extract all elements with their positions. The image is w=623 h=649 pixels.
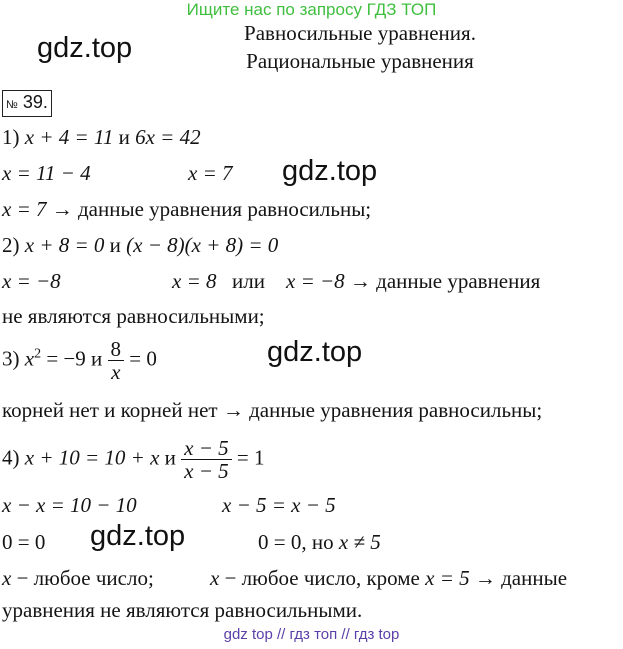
equation: 0 = 0, bbox=[258, 530, 307, 554]
variable: x bbox=[2, 566, 12, 590]
footer-links[interactable]: gdz top // гдз топ // гдз top bbox=[223, 626, 400, 643]
conjunction: и bbox=[85, 346, 108, 371]
number-sign: № bbox=[6, 99, 18, 111]
conclusion-text: → данные уравнения равносильны; bbox=[46, 197, 372, 221]
fraction-denominator: x − 5 bbox=[184, 459, 229, 483]
solution-line-7 bbox=[2, 338, 157, 383]
variable: x bbox=[24, 346, 35, 371]
solution-line-3 bbox=[2, 197, 371, 221]
header-line-2: Рациональные уравнения bbox=[246, 49, 474, 73]
solution-line-10a: x − x = 10 − 10 bbox=[2, 493, 137, 517]
exponent: 2 bbox=[34, 346, 42, 362]
watermark-logo: gdz.top bbox=[37, 32, 133, 64]
fraction bbox=[108, 338, 125, 383]
solution-line-9 bbox=[2, 437, 265, 482]
equation-rhs: = 1 bbox=[231, 445, 265, 470]
fraction-numerator: x − 5 bbox=[181, 437, 232, 460]
solution-line-10b: x − 5 = x − 5 bbox=[222, 493, 336, 517]
equation: x = −8 bbox=[286, 269, 345, 293]
equation: 6x = 42 bbox=[135, 125, 201, 149]
statement-text: − любое число, кроме bbox=[219, 566, 426, 590]
solution-line-5d bbox=[286, 269, 540, 293]
watermark-logo: gdz.top bbox=[90, 520, 186, 552]
equation: x + 4 = 11 bbox=[24, 125, 114, 149]
solution-line-11b bbox=[258, 530, 381, 554]
solution-line-1 bbox=[2, 125, 201, 149]
header-line-1: Равносильные уравнения. bbox=[244, 21, 476, 45]
equation: x + 10 = 10 + x bbox=[24, 445, 160, 470]
item-label: 3) bbox=[2, 346, 25, 371]
item-label: 4) bbox=[2, 445, 25, 470]
item-label: 2) bbox=[2, 233, 25, 257]
solution-line-4 bbox=[2, 233, 278, 257]
solution-line-8: корней нет и корней нет → данные уравнения равносильны; bbox=[2, 398, 543, 422]
item-label: 1) bbox=[2, 125, 25, 149]
conclusion-text: → данные уравнения bbox=[344, 269, 541, 293]
equation: x + 8 = 0 bbox=[24, 233, 105, 257]
watermark-logo: gdz.top bbox=[282, 155, 378, 187]
equation-rhs: = −9 bbox=[41, 346, 86, 371]
equation: x = 7 bbox=[2, 197, 47, 221]
equation: (x − 8)(x + 8) = 0 bbox=[126, 233, 279, 257]
solution-line-2a: x = 11 − 4 bbox=[2, 161, 91, 185]
conjunction: но bbox=[306, 530, 339, 554]
fraction bbox=[181, 437, 232, 482]
solution-line-5a: x = −8 bbox=[2, 269, 61, 293]
solution-line-11a: 0 = 0 bbox=[2, 530, 46, 554]
fraction-numerator: 8 bbox=[108, 338, 125, 361]
solution-line-5c: или bbox=[232, 269, 265, 293]
conjunction: и bbox=[104, 233, 127, 257]
solution-line-2b: x = 7 bbox=[188, 161, 233, 185]
statement-text: − любое число; bbox=[11, 566, 154, 590]
variable: x bbox=[210, 566, 220, 590]
solution-line-12a bbox=[2, 566, 154, 590]
solution-line-5b: x = 8 bbox=[172, 269, 217, 293]
top-banner[interactable]: Ищите нас по запросу ГДЗ ТОП bbox=[186, 0, 437, 19]
solution-line-13: уравнения не являются равносильными. bbox=[2, 598, 363, 622]
problem-number bbox=[2, 90, 52, 117]
solution-line-12b bbox=[210, 566, 567, 590]
inequality: x ≠ 5 bbox=[338, 530, 381, 554]
equation-rhs: = 0 bbox=[124, 346, 157, 371]
conjunction: и bbox=[159, 445, 182, 470]
problem-number-value: 39. bbox=[22, 92, 48, 112]
conclusion-text: → данные bbox=[469, 566, 568, 590]
equation: x = 5 bbox=[425, 566, 470, 590]
fraction-denominator: x bbox=[111, 360, 121, 384]
conjunction: и bbox=[113, 125, 136, 149]
watermark-logo: gdz.top bbox=[267, 336, 363, 368]
solution-line-6: не являются равносильными; bbox=[2, 304, 265, 328]
